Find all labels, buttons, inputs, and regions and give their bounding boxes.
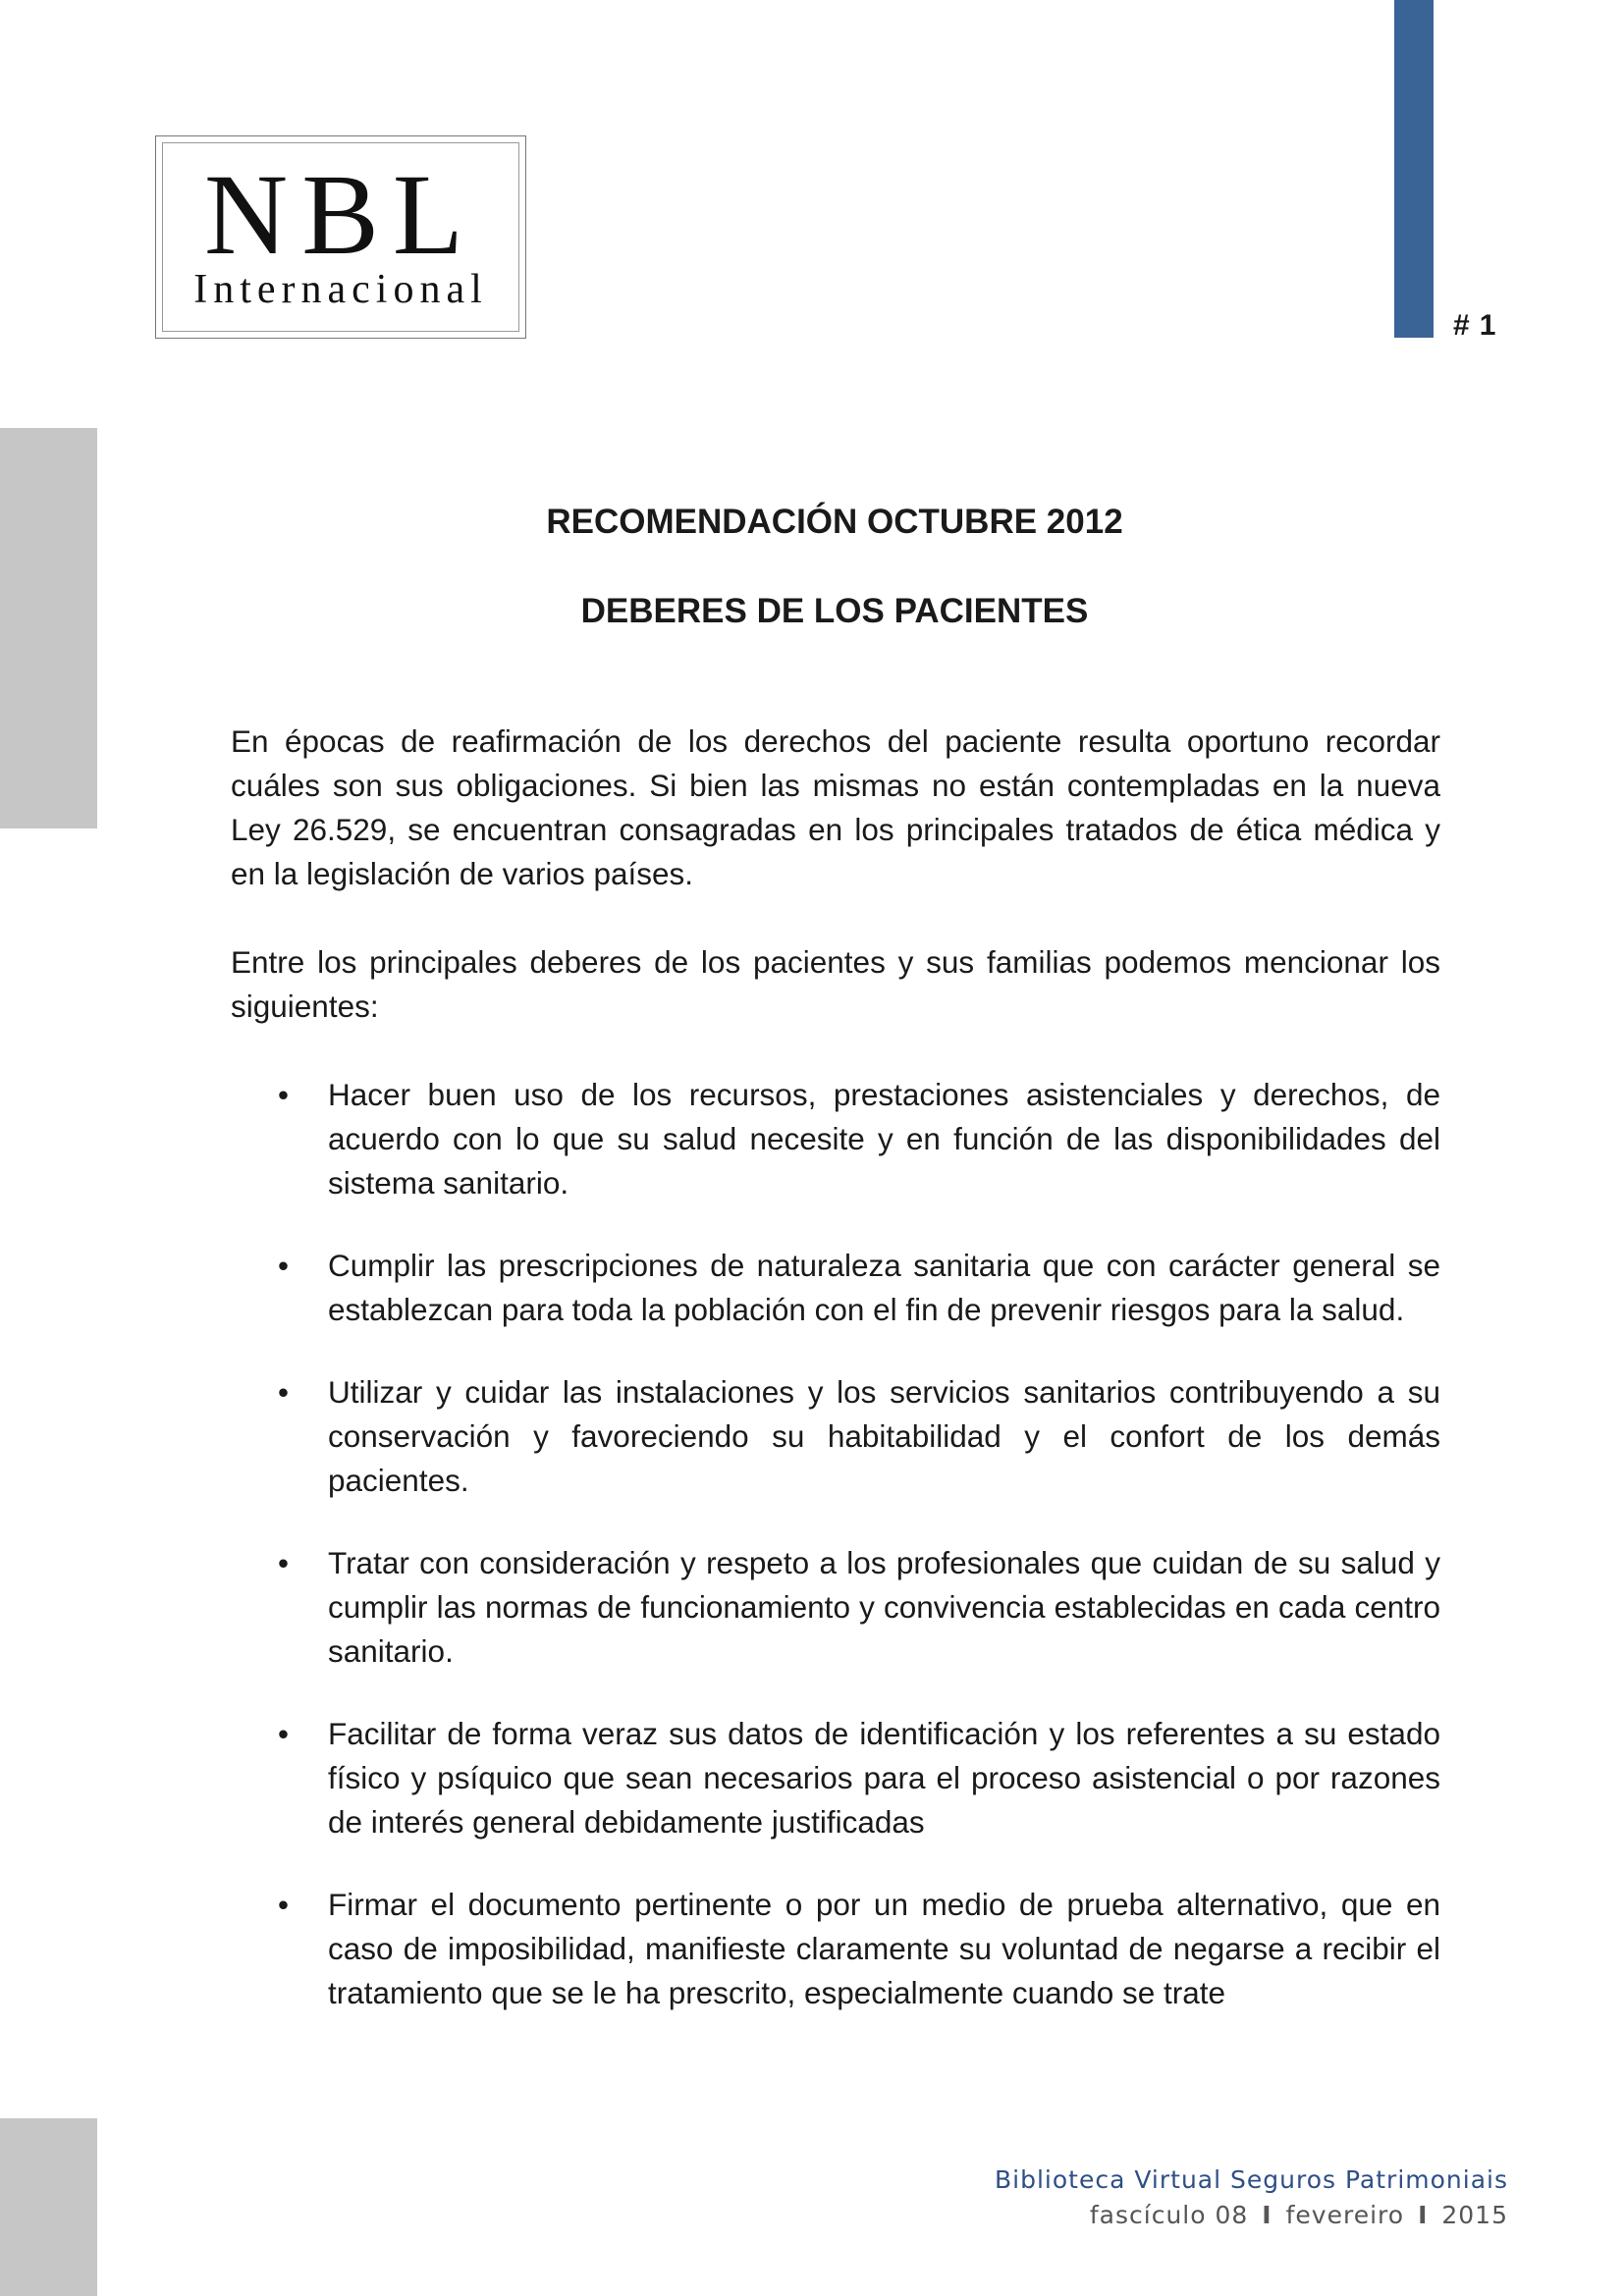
footer-separator: I [1262, 2201, 1272, 2229]
list-item [231, 1712, 1440, 1844]
list-item-text: Hacer buen uso de los recursos, prestaciones asistenciales y derechos, de acuerdo con lo que su salud necesite y en función de las disponibilidades del sistema sanitario. [328, 1077, 1440, 1201]
list-item-text: Firmar el documento pertinente o por un medio de prueba alternativo, que en caso de imposibilidad, manifieste claramente su voluntad de negarse a recibir el tratamiento que se le ha prescrito, especialmente cuando se trate [328, 1887, 1440, 2010]
list-item [231, 1541, 1440, 1674]
document-title: RECOMENDACIÓN OCTUBRE 2012 [546, 503, 1123, 541]
logo [155, 135, 526, 339]
bullet-icon: • [278, 1887, 290, 1922]
footer [995, 2163, 1508, 2233]
logo-main-text: NBL [204, 150, 477, 279]
list-item-text: Cumplir las prescripciones de naturaleza sanitaria que con carácter general se establezcan para toda la población con el fin de prevenir riesgos para la salud. [328, 1248, 1440, 1327]
page-number-value: 1 [1479, 309, 1496, 342]
footer-title: Biblioteca Virtual Seguros Patrimoniais [995, 2165, 1508, 2194]
paragraph-intro: En épocas de reafirmación de los derechos del paciente resulta oportuno recordar cuáles son sus obligaciones. Si bien las mismas no están contempladas en la nueva Ley 26.529, se encuentran consagradas en los principales tratados de ética médica y en la legislación de varios países. [231, 723, 1440, 891]
bullet-icon: • [278, 1248, 290, 1283]
list-item [231, 1883, 1440, 2015]
bullet-icon: • [278, 1077, 290, 1112]
side-decoration-top [0, 428, 97, 828]
footer-separator: I [1418, 2201, 1429, 2229]
bullet-icon: • [278, 1716, 290, 1751]
paragraph-list-intro: Entre los principales deberes de los pacientes y sus familias podemos mencionar los siguientes: [231, 944, 1440, 1024]
document-body [231, 720, 1440, 2054]
footer-month: fevereiro [1285, 2201, 1405, 2229]
side-decoration-bottom [0, 2118, 97, 2296]
list-item-text: Facilitar de forma veraz sus datos de identificación y los referentes a su estado físico y psíquico que sean necesarios para el proceso asistencial o por razones de interés general debidamente justificadas [328, 1716, 1440, 1840]
list-item-text: Tratar con consideración y respeto a los profesionales que cuidan de su salud y cumplir las normas de funcionamiento y convivencia establecidas en cada centro sanitario. [328, 1545, 1440, 1669]
bullet-icon: • [278, 1545, 290, 1580]
list-item [231, 1370, 1440, 1503]
page-number-hash: # [1453, 309, 1470, 342]
bullet-icon: • [278, 1374, 290, 1410]
list-item-text: Utilizar y cuidar las instalaciones y los servicios sanitarios contribuyendo a su conservación y favoreciendo su habitabilidad y el confort de los demás pacientes. [328, 1374, 1440, 1498]
document-subtitle: DEBERES DE LOS PACIENTES [580, 592, 1089, 630]
list-item [231, 1244, 1440, 1332]
footer-meta [995, 2198, 1508, 2233]
footer-year: 2015 [1441, 2201, 1508, 2229]
footer-fasciculo: fascículo 08 [1089, 2201, 1249, 2229]
list-item [231, 1073, 1440, 1205]
page-number [1453, 309, 1495, 343]
logo-sub-text: Internacional [193, 267, 488, 312]
accent-bar [1394, 0, 1434, 338]
duties-list [231, 1073, 1440, 2015]
